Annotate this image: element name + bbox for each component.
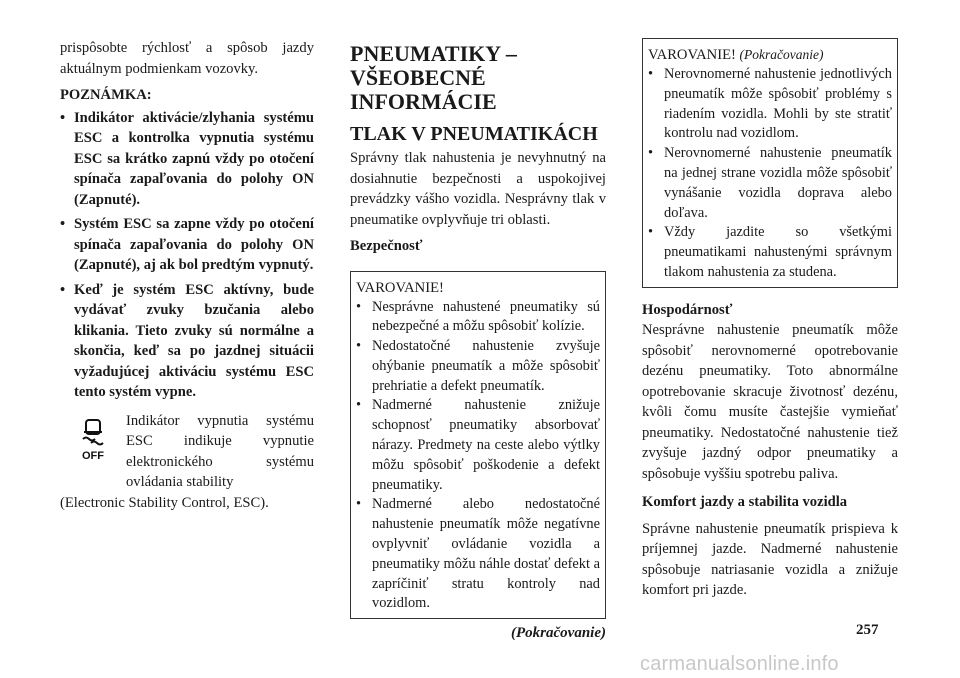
comfort-paragraph: Správne nahustenie pneumatík prispieva k príjemnej jazde. Nadmerné nahustenie spôsobuje natriasanie vozidla a znižuje komfort pri jazde. — [642, 520, 898, 599]
note-item: • Indikátor aktivácie/zlyhania systému ESC a kontrolka vypnutia systému ESC sa krátko zapnú vždy po otočení spínača zapaľovania do polohy ON (Zapnuté). — [60, 108, 314, 211]
warning-item: • Nadmerné nahustenie znižuje schopnosť pneumatiky absorbovať nárazy. Predmety na ceste alebo výtlky môžu spôsobiť poškodenie a defekt pneumatiky. — [356, 396, 600, 495]
section-heading-line: INFORMÁCIE — [350, 89, 497, 114]
warning-item: • Nerovnomerné nahustenie jednotlivých pneumatík môže spôsobiť problémy s riadením vozidla. Mohli by ste stratiť kontrolu nad vozidlom. — [648, 65, 892, 144]
comfort-subheading: Komfort jazdy a stabilita vozidla — [642, 494, 848, 511]
warning-item: • Nesprávne nahustené pneumatiky sú nebezpečné a môžu spôsobiť kolízie. — [356, 298, 600, 338]
column-right — [642, 38, 898, 601]
subsection-heading: TLAK V PNEUMATIKÁCH — [350, 123, 598, 145]
note-item: • Keď je systém ESC aktívny, bude vydávať zvuky bzučania alebo klikania. Tieto zvuky sú normálne a skončia, keď sa po jazdnej situácii vyžadujúcej aktiváciu systému ESC tento systém vypne. — [60, 280, 314, 403]
note-list — [60, 108, 314, 403]
economy-paragraph: Nesprávne nahustenie pneumatík môže spôsobiť nerovnomerné opotrebovanie dezénu pneumatiky. Toto abnormálne opotrebovanie skracuje životnosť dezénu, kvôli čomu musíte častejšie vymieňať pneumatiky. Nedostatočné nahustenie tiež zvyšuje jazdný odpor pneumatiky a spôsobuje vyššiu spotrebu paliva. — [642, 322, 898, 482]
esc-off-icon — [60, 411, 126, 493]
section-heading — [350, 42, 606, 114]
warning-item: • Vždy jazdite so všetkými pneumatikami nahustenými správnym tlakom nahustenia za studena. — [648, 223, 892, 282]
warning-box-continued — [642, 38, 898, 288]
watermark: carmanualsonline.info — [640, 653, 839, 675]
esc-off-description: Indikátor vypnutia systému ESC indikuje vypnutie elektronického systému ovládania stability — [126, 412, 314, 490]
tire-pressure-paragraph: Správny tlak nahustenia je nevyhnutný na dosiahnutie bezpečnosti a uspokojivej prevádzky vášho vozidla. Nesprávny tlak v pneumatike ovplyvňuje tri oblasti. — [350, 150, 606, 228]
note-item: • Systém ESC sa zapne vždy po otočení spínača zapaľovania do polohy ON (Zapnuté), aj ak bol predtým vypnutý. — [60, 214, 314, 276]
section-heading-line: PNEUMATIKY – — [350, 41, 517, 66]
warning-item: • Nerovnomerné nahustenie pneumatík na jednej strane vozidla môže spôsobiť vynášanie vozidla doprava alebo doľava. — [648, 144, 892, 223]
economy-subheading: Hospodárnosť — [642, 301, 733, 318]
warning-list — [648, 65, 892, 283]
warning-title-text: VAROVANIE! — [648, 47, 736, 63]
page-number: 257 — [856, 622, 879, 638]
esc-off-icon-label: OFF — [82, 449, 104, 462]
note-title: POZNÁMKA: — [60, 87, 152, 103]
warning-item: • Nedostatočné nahustenie zvyšuje ohýbanie pneumatík a môže spôsobiť prehriatie a defekt pneumatík. — [356, 337, 600, 396]
continued-label: (Pokračovanie) — [511, 625, 606, 642]
esc-off-indicator-row — [60, 411, 314, 493]
esc-off-description-cont: (Electronic Stability Control, ESC). — [60, 494, 269, 511]
warning-box — [350, 271, 606, 620]
column-left — [60, 38, 314, 513]
warning-title — [648, 45, 892, 65]
warning-list — [356, 298, 600, 615]
intro-paragraph: prispôsobte rýchlosť a spôsob jazdy aktuálnym podmienkam vozovky. — [60, 40, 314, 77]
section-heading-line: VŠEOBECNÉ — [350, 65, 486, 90]
warning-item: • Nadmerné alebo nedostatočné nahustenie pneumatík môže negatívne ovplyvniť ovládanie vozidla a pneumatiky môžu náhle dostať defekt a zapríčiniť stratu kontroly nad vozidlom. — [356, 495, 600, 614]
warning-continued-label: (Pokračovanie) — [739, 47, 824, 62]
column-middle — [350, 38, 606, 642]
safety-subheading: Bezpečnosť — [350, 238, 423, 254]
warning-title: VAROVANIE! — [356, 279, 444, 296]
